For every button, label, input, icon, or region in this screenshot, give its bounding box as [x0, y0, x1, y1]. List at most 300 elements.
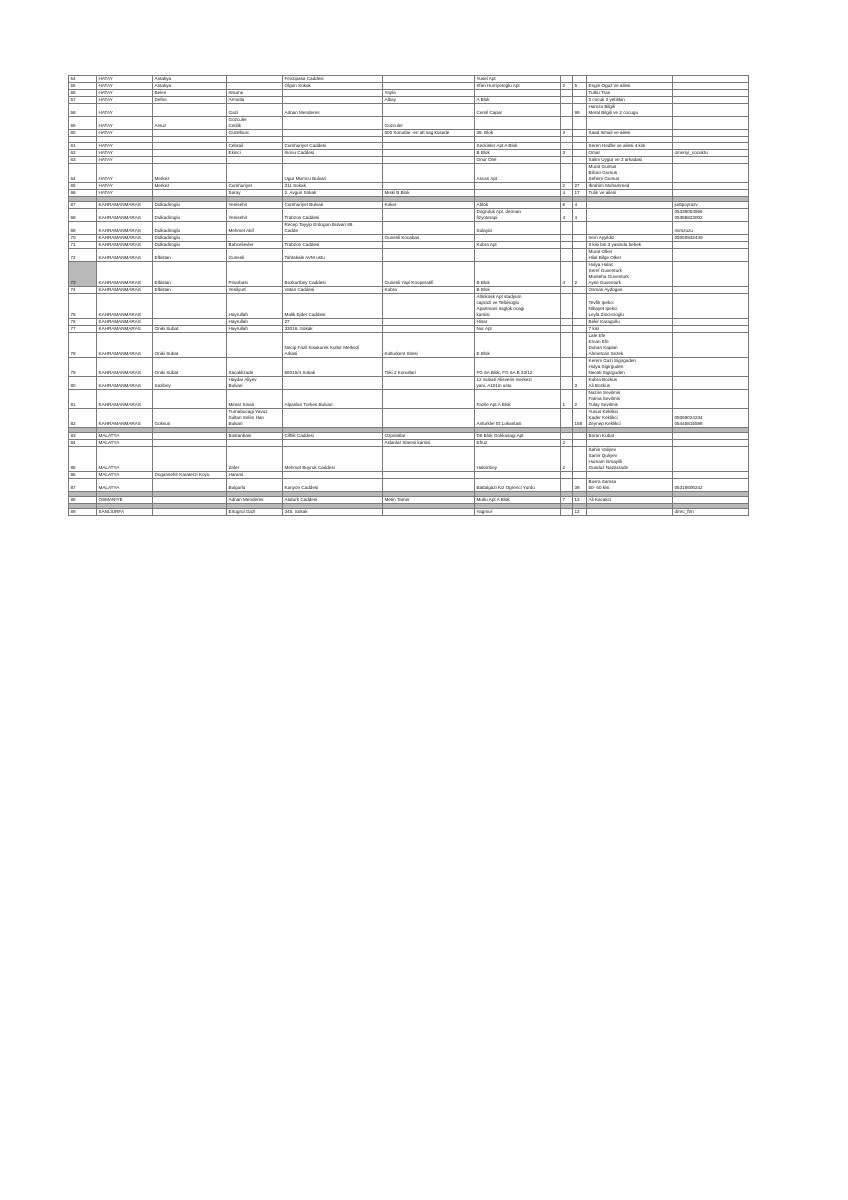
floor-cell: [561, 143, 573, 150]
row-number-cell: 80: [69, 377, 97, 390]
building-cell: Hakimbey: [475, 447, 561, 472]
province-cell: SANLIURFA: [97, 509, 153, 516]
district-cell: [153, 433, 227, 440]
row-number-cell: 60: [69, 130, 97, 137]
site-cell: [383, 76, 475, 83]
street-cell: Necip Fazil Kisakurek Kultur Merkezi Arkasi: [283, 333, 383, 358]
province-cell: KAHRAMANMARAS: [97, 377, 153, 390]
district-cell: [153, 143, 227, 150]
floor-cell: 2: [561, 83, 573, 90]
district-cell: Dulkadiroglu: [153, 235, 227, 242]
row-number-cell: 59: [69, 117, 97, 130]
district-cell: [153, 294, 227, 319]
people-cell: Boran Kubat: [587, 433, 673, 440]
district-cell: Sazibey: [153, 377, 227, 390]
province-cell: KAHRAMANMARAS: [97, 235, 153, 242]
site-cell: [383, 150, 475, 157]
building-cell: B Blok: [475, 287, 561, 294]
people-cell: Nazire Sevilmis Fatma Sevilmis Tulay Sevilmis: [587, 390, 673, 409]
floor-cell: 3: [561, 150, 573, 157]
district-cell: Defne: [153, 97, 227, 104]
people-cell: Omar: [587, 150, 673, 157]
neighborhood-cell: Hayrullah: [227, 319, 283, 326]
contact-cell: [673, 326, 749, 333]
neighborhood-cell: Harami: [227, 472, 283, 479]
street-cell: [283, 90, 383, 97]
street-cell: [283, 409, 383, 428]
table-row: [69, 358, 749, 377]
district-cell: Dulkadiroglu: [153, 202, 227, 209]
floor-cell: [561, 235, 573, 242]
street-cell: Adnan Menderes: [283, 104, 383, 117]
neighborhood-cell: Pinarbasi: [227, 262, 283, 287]
province-cell: KAHRAMANMARAS: [97, 209, 153, 222]
floor-cell: [561, 104, 573, 117]
table-row: [69, 377, 749, 390]
province-cell: HATAY: [97, 164, 153, 183]
contact-cell: [673, 157, 749, 164]
people-cell: [587, 509, 673, 516]
table-row: [69, 497, 749, 504]
street-cell: 33016. Sokak: [283, 326, 383, 333]
neighborhood-cell: [227, 235, 283, 242]
building-cell: Cemil Capar: [475, 104, 561, 117]
province-cell: HATAY: [97, 90, 153, 97]
building-cell: [475, 472, 561, 479]
neighborhood-cell: Bostanbasi: [227, 433, 283, 440]
table-row: [69, 294, 749, 319]
district-cell: Merkez: [153, 164, 227, 183]
building-cell: Irfan Hurriyetoglu Apt: [475, 83, 561, 90]
row-number-cell: 64: [69, 164, 97, 183]
neighborhood-cell: Bulgurlu: [227, 479, 283, 492]
province-cell: MALATYA: [97, 447, 153, 472]
building-cell: Efruz: [475, 440, 561, 447]
table-row: [69, 433, 749, 440]
contact-cell: [673, 377, 749, 390]
people-cell: Lale Efe Ercan Efe Duhan Kaplan Ahmetcan Sezek: [587, 333, 673, 358]
people-cell: Seren Hedbe ve ailesi 4 kisi: [587, 143, 673, 150]
people-cell: Irem Ayyildiz: [587, 235, 673, 242]
district-cell: [153, 479, 227, 492]
floor-cell: 2: [561, 440, 573, 447]
site-cell: [383, 157, 475, 164]
street-cell: Tahtakale AVM ustu: [283, 249, 383, 262]
row-number-cell: 81: [69, 390, 97, 409]
floor-cell: [561, 409, 573, 428]
door-number-cell: 99: [573, 104, 587, 117]
people-cell: [587, 202, 673, 209]
contact-cell: [673, 433, 749, 440]
province-cell: KAHRAMANMARAS: [97, 249, 153, 262]
row-number-cell: 85: [69, 447, 97, 472]
street-cell: Recep Tayyip Erdogan Bulvari 88. Cadde: [283, 222, 383, 235]
building-cell: Ablok: [475, 202, 561, 209]
contact-cell: [673, 249, 749, 262]
neighborhood-cell: Ekinci: [227, 150, 283, 157]
building-cell: Kubra Apt: [475, 242, 561, 249]
neighborhood-cell: Bahcelievler: [227, 242, 283, 249]
neighborhood-cell: Saray: [227, 190, 283, 197]
building-cell: [475, 90, 561, 97]
province-cell: KAHRAMANMARAS: [97, 326, 153, 333]
province-cell: MALATYA: [97, 479, 153, 492]
neighborhood-cell: [227, 157, 283, 164]
table-row: [69, 242, 749, 249]
street-cell: Ciftlik Caddesi: [283, 433, 383, 440]
site-cell: [383, 319, 475, 326]
table-row: [69, 183, 749, 190]
site-cell: [383, 104, 475, 117]
building-cell: [475, 183, 561, 190]
table-row: [69, 117, 749, 130]
row-number-cell: 61: [69, 143, 97, 150]
neighborhood-cell: Cebrail: [227, 143, 283, 150]
contact-cell: [673, 358, 749, 377]
district-cell: [153, 509, 227, 516]
district-cell: Dulkadiroglu: [153, 209, 227, 222]
contact-cell: [673, 117, 749, 130]
site-cell: Ozpolatlar: [383, 433, 475, 440]
province-cell: MALATYA: [97, 472, 153, 479]
door-number-cell: [573, 319, 587, 326]
neighborhood-cell: Sacaklizade: [227, 358, 283, 377]
province-cell: HATAY: [97, 76, 153, 83]
street-cell: [283, 117, 383, 130]
floor-cell: [561, 164, 573, 183]
table-row: [69, 319, 749, 326]
floor-cell: [561, 479, 573, 492]
province-cell: OSMANIYE: [97, 497, 153, 504]
building-cell: B Blok: [475, 262, 561, 287]
building-cell: A Blok: [475, 97, 561, 104]
floor-cell: [561, 249, 573, 262]
building-cell: Altinkosk Apt stadyum caprazi ve Telbisoglu Apartmani saglok ocagi karsisi: [475, 294, 561, 319]
site-cell: Gozculer: [383, 117, 475, 130]
district-cell: Antakya: [153, 83, 227, 90]
row-number-cell: 71: [69, 242, 97, 249]
floor-cell: [561, 319, 573, 326]
street-cell: Vatan Caddesi: [283, 287, 383, 294]
street-cell: Olgun Sokak: [283, 83, 383, 90]
floor-cell: [561, 358, 573, 377]
people-cell: [587, 209, 673, 222]
row-number-cell: 86: [69, 472, 97, 479]
building-cell: Ascan Apt: [475, 164, 561, 183]
building-cell: D8 Blok Gokkusagi Apt: [475, 433, 561, 440]
site-cell: Gunesli Yapi Kooperatifi: [383, 262, 475, 287]
table-row: [69, 249, 749, 262]
neighborhood-cell: Armutlu: [227, 97, 283, 104]
province-cell: HATAY: [97, 97, 153, 104]
site-cell: [383, 390, 475, 409]
province-cell: KAHRAMANMARAS: [97, 358, 153, 377]
district-cell: [153, 157, 227, 164]
contact-cell: [673, 294, 749, 319]
neighborhood-cell: Guzelburc: [227, 130, 283, 137]
site-cell: Gunesli Kocabas: [383, 235, 475, 242]
row-number-cell: 84: [69, 440, 97, 447]
site-cell: Kubra: [383, 287, 475, 294]
contact-cell: [673, 130, 749, 137]
site-cell: [383, 164, 475, 183]
door-number-cell: [573, 76, 587, 83]
contact-cell: justpoyrazv: [673, 202, 749, 209]
district-cell: Elbistan: [153, 262, 227, 287]
site-cell: [383, 472, 475, 479]
people-cell: Ibrahim Muhammed: [587, 183, 673, 190]
district-cell: Goksun: [153, 409, 227, 428]
site-cell: Yayla: [383, 90, 475, 97]
street-cell: 56015/4 Sokak: [283, 358, 383, 377]
row-number-cell: 67: [69, 202, 97, 209]
door-number-cell: [573, 97, 587, 104]
door-number-cell: [573, 235, 587, 242]
table-row: [69, 222, 749, 235]
row-number-cell: 54: [69, 76, 97, 83]
street-cell: [283, 235, 383, 242]
door-number-cell: [573, 164, 587, 183]
table-row: [69, 130, 749, 137]
street-cell: 2. Avgun Sokak: [283, 190, 383, 197]
people-cell: Kerem Gazi Sigirguden Hulya Sigirguden Necati Sigirguden: [587, 358, 673, 377]
table-row: [69, 202, 749, 209]
table-row: [69, 440, 749, 447]
neighborhood-cell: Hayrullah: [227, 326, 283, 333]
people-cell: Sahin Valiyev Samir Quliyev Humam Ismayilli Gunduz Nazarzade: [587, 447, 673, 472]
contact-cell: [673, 242, 749, 249]
neighborhood-cell: Turnabucagi Yavuz Sultan Selim Han Bulvari: [227, 409, 283, 428]
street-cell: Ugur Mumcu Bulvari: [283, 164, 383, 183]
table-row: [69, 509, 749, 516]
neighborhood-cell: Yesilyurt: [227, 287, 283, 294]
people-cell: Osman Aydogan: [587, 287, 673, 294]
site-cell: Kulturkent Sitesi: [383, 333, 475, 358]
door-number-cell: [573, 294, 587, 319]
people-cell: Tutku Tras: [587, 90, 673, 97]
province-cell: HATAY: [97, 150, 153, 157]
people-cell: [587, 472, 673, 479]
contact-cell: 05338054556 05386823002: [673, 209, 749, 222]
door-number-cell: 4: [573, 202, 587, 209]
row-number-cell: 83: [69, 433, 97, 440]
building-cell: [475, 190, 561, 197]
building-cell: [475, 235, 561, 242]
table-row: [69, 235, 749, 242]
table-row: [69, 97, 749, 104]
site-cell: Toki 2 Konutlari: [383, 358, 475, 377]
door-number-cell: 2: [573, 390, 587, 409]
street-cell: Bozkurtbey Caddesi: [283, 262, 383, 287]
people-cell: Engin Oguz ve ailesi: [587, 83, 673, 90]
site-cell: Koker: [383, 202, 475, 209]
row-number-cell: 69: [69, 222, 97, 235]
district-cell: [153, 447, 227, 472]
door-number-cell: [573, 90, 587, 97]
door-number-cell: 13: [573, 497, 587, 504]
street-cell: Inonu Caddesi: [283, 150, 383, 157]
people-cell: Hamza Bilgili Meral Bilgili ve 2 cocugu: [587, 104, 673, 117]
building-cell: [475, 117, 561, 130]
contact-cell: [673, 76, 749, 83]
building-cell: Hisar: [475, 319, 561, 326]
people-cell: [587, 117, 673, 130]
building-cell: FG 6A Blok, FG 6A B 23/12: [475, 358, 561, 377]
row-number-cell: 76: [69, 319, 97, 326]
contact-cell: [673, 390, 749, 409]
contact-cell: 05316506242: [673, 479, 749, 492]
door-number-cell: [573, 472, 587, 479]
district-cell: [153, 190, 227, 197]
row-number-cell: 55: [69, 83, 97, 90]
street-cell: [283, 130, 383, 137]
site-cell: [383, 479, 475, 492]
neighborhood-cell: [227, 333, 283, 358]
street-cell: [283, 440, 383, 447]
neighborhood-cell: [227, 76, 283, 83]
table-row: [69, 150, 749, 157]
street-cell: Trabzon Caddesi: [283, 209, 383, 222]
row-number-cell: 62: [69, 150, 97, 157]
site-cell: [383, 242, 475, 249]
people-cell: [587, 76, 673, 83]
floor-cell: 7: [561, 497, 573, 504]
table-row: [69, 472, 749, 479]
floor-cell: [561, 433, 573, 440]
people-cell: Salim Uygur ve 3 arkadasi: [587, 157, 673, 164]
province-cell: HATAY: [97, 157, 153, 164]
floor-cell: [561, 287, 573, 294]
street-cell: Trabzon Caddesi: [283, 242, 383, 249]
table-row: [69, 143, 749, 150]
district-cell: Dulkadiroglu: [153, 222, 227, 235]
contact-cell: [673, 183, 749, 190]
door-number-cell: 17: [573, 190, 587, 197]
table-row: [69, 333, 749, 358]
contact-cell: [673, 104, 749, 117]
door-number-cell: 158: [573, 409, 587, 428]
neighborhood-cell: Mehmet Akif: [227, 222, 283, 235]
table-row: [69, 104, 749, 117]
contact-cell: [673, 97, 749, 104]
people-cell: 2 cocuk 2 yetiskin: [587, 97, 673, 104]
district-cell: [153, 150, 227, 157]
row-number-cell: 56: [69, 90, 97, 97]
people-cell: 3 kisi biri 3 yasinda bebek: [587, 242, 673, 249]
floor-cell: [561, 326, 573, 333]
building-cell: Battalgazi Kiz Ogrenci Yurdu: [475, 479, 561, 492]
contact-cell: [673, 472, 749, 479]
row-number-cell: 66: [69, 190, 97, 197]
door-number-cell: [573, 117, 587, 130]
row-number-cell: 72: [69, 249, 97, 262]
door-number-cell: [573, 433, 587, 440]
site-cell: [383, 209, 475, 222]
district-cell: Elbistan: [153, 249, 227, 262]
row-number-cell: 65: [69, 183, 97, 190]
building-cell: Nur Apt: [475, 326, 561, 333]
district-cell: [153, 390, 227, 409]
site-cell: [383, 249, 475, 262]
street-cell: 27: [283, 319, 383, 326]
building-cell: Seckinler Apt A Blok: [475, 143, 561, 150]
building-cell: 35. Blok: [475, 130, 561, 137]
district-cell: [153, 440, 227, 447]
table-row: [69, 76, 749, 83]
building-cell: Onur Otel: [475, 157, 561, 164]
site-cell: [383, 143, 475, 150]
street-cell: Cumhuriyet Caddesi: [283, 143, 383, 150]
province-cell: HATAY: [97, 117, 153, 130]
floor-cell: [561, 157, 573, 164]
street-cell: Mehmet Buyruk Caddesi: [283, 447, 383, 472]
neighborhood-cell: [227, 164, 283, 183]
neighborhood-cell: Yenisehir: [227, 202, 283, 209]
province-cell: KAHRAMANMARAS: [97, 294, 153, 319]
floor-cell: [561, 90, 573, 97]
table-row: [69, 326, 749, 333]
neighborhood-cell: Zafer: [227, 447, 283, 472]
province-cell: HATAY: [97, 183, 153, 190]
row-number-cell: 79: [69, 358, 97, 377]
door-number-cell: [573, 447, 587, 472]
row-number-cell: 89: [69, 509, 97, 516]
table-row: [69, 209, 749, 222]
street-cell: [283, 97, 383, 104]
contact-cell: [673, 143, 749, 150]
province-cell: HATAY: [97, 143, 153, 150]
neighborhood-cell: Mimar Sinan: [227, 390, 283, 409]
floor-cell: 1: [561, 390, 573, 409]
door-number-cell: [573, 222, 587, 235]
row-number-cell: 74: [69, 287, 97, 294]
site-cell: 600 Konutlar -en alt sag kosede: [383, 130, 475, 137]
floor-cell: [561, 222, 573, 235]
building-cell: [475, 249, 561, 262]
site-cell: [383, 183, 475, 190]
floor-cell: [561, 97, 573, 104]
building-cell: 12 Subat/ Alisveris merkezi yani, A101in ustu: [475, 377, 561, 390]
street-cell: Alpaslan Turkes Bulvari: [283, 390, 383, 409]
neighborhood-cell: Gazi: [227, 104, 283, 117]
site-cell: [383, 326, 475, 333]
floor-cell: [561, 333, 573, 358]
district-cell: Antakya: [153, 76, 227, 83]
province-cell: KAHRAMANMARAS: [97, 390, 153, 409]
contact-cell: [673, 287, 749, 294]
province-cell: HATAY: [97, 190, 153, 197]
contact-cell: 05050932449: [673, 235, 749, 242]
floor-cell: [561, 242, 573, 249]
door-number-cell: [573, 333, 587, 358]
contact-cell: 05069024234 05445815598: [673, 409, 749, 428]
row-number-cell: 58: [69, 104, 97, 117]
site-cell: [383, 83, 475, 90]
contact-cell: mimzuzu: [673, 222, 749, 235]
table-row: [69, 83, 749, 90]
floor-cell: [561, 377, 573, 390]
people-cell: Murat Olker Hilal Bilge Olker: [587, 249, 673, 262]
row-number-cell: 88: [69, 497, 97, 504]
floor-cell: [561, 117, 573, 130]
street-cell: 311 Sokak: [283, 183, 383, 190]
door-number-cell: [573, 143, 587, 150]
street-cell: Kanyon Caddesi: [283, 479, 383, 492]
contact-cell: omeriyi_cocuktu: [673, 150, 749, 157]
province-cell: HATAY: [97, 83, 153, 90]
floor-cell: [561, 294, 573, 319]
floor-cell: 6: [561, 202, 573, 209]
